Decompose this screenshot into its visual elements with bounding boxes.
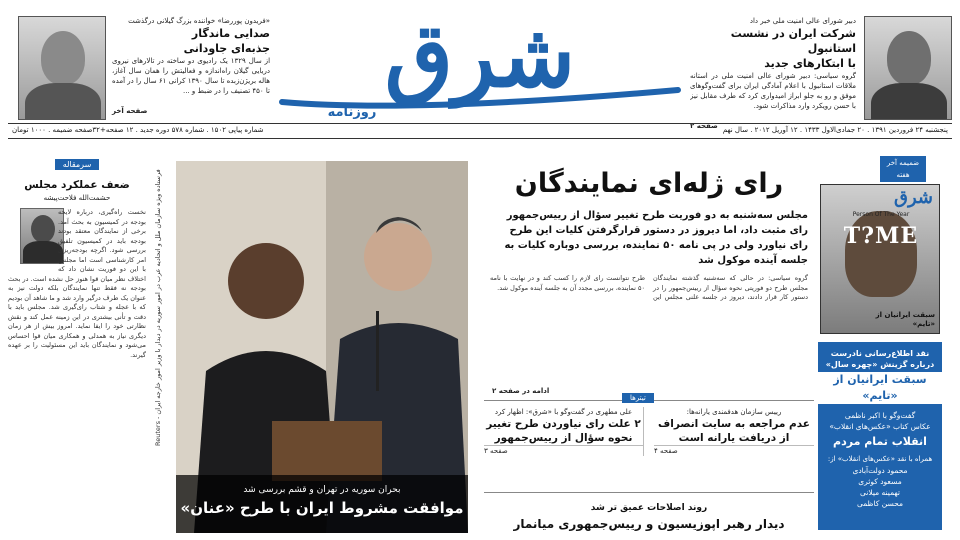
story-title-2: جذبه‌ای جاودانی — [183, 42, 270, 55]
supplement-title: سبقت ایرانیان از «تایم» — [818, 372, 942, 404]
sub-kicker: رییس سازمان هدفمندی یارانه‌ها: — [686, 408, 782, 416]
story-photo — [864, 16, 952, 120]
caption-kicker: بحران سوریه در تهران و قشم بررسی شد — [243, 485, 401, 495]
sub-story-right[interactable] — [654, 407, 814, 456]
editorial-body: نخست راه‌گیری، درباره لایحه بودجه در کمیسیون به بحث آمد. برخی از نمایندگان معتقد بودند بودجه باید در کمیسیون تلفیق بررسی شود. اگرچه بودجه‌ریزی امر کارشناسی است اما مجلس با این دو فوریت نشان داد که اختلاف نظر میان قوا هنوز حل نشده است. در بحث بودجه نه فقط تنها نمایندگان بلکه دولت نیز به عنوان یک طرف درگیر وارد شد و ما شاهد آن بودیم که با عجله و شتاب رای‌گیری شد. مجلس باید با دقت و تأنی بیشتری در این زمینه عمل کند و نقش نظارتی خود را ایفا نماید. امروز بیش از هر زمان دیگری نیاز به همدلی و همکاری میان قوا احساس می‌شود و نمایندگان باید این مسئولیت را بر عهده گیرند. — [8, 208, 146, 359]
bottom-story[interactable] — [484, 492, 814, 533]
sub-page[interactable]: صفحه ۳ — [484, 445, 643, 456]
main-lead: مجلس سه‌شنبه به دو فوریت طرح تغییر سؤال از رییس‌جمهور رای مثبت داد، اما دیروز در دستور قرارگرفتن کلیات این طرح رای نیاورد ولی در پی نامه ۵۰ نماینده، بررسی دوباره کلیات به جلسه آینده موکول شد — [504, 210, 808, 266]
photo-credit: فرستاده ویژه سازمان ملل و اتحادیه عرب در امور سوریه در دیدار با وزیر امور خارجه ایران - Reuters — [154, 169, 162, 446]
story-title: صدایی ماندگار — [191, 27, 270, 40]
story-title: شرکت ایران در نشست استانبول — [730, 27, 856, 55]
dateline-bar — [8, 123, 952, 139]
story-text: از سال ۱۳۲۹ یک رادیوی دو ساخته در تالارهای نیروی دریایی گیلان راه‌اندازه و فعالیتش را همان سال آغاز، هاله بریژن‌زبده تا سال ۱۳۹۰ کرانی ۶۱ سال را در آمده تا ۴۵۰ تصنیف را در ضبط و ... — [112, 57, 270, 95]
sub-headlines — [484, 394, 814, 462]
cover-note: سبقت ایرانیان از «تایم» — [875, 311, 935, 328]
cover-logo: شرق — [894, 187, 933, 208]
main-headline[interactable]: رای ژله‌ای نمایندگان — [514, 168, 784, 199]
supplement-line-3: همراه با نقد «عکس‌های انقلاب» از: — [827, 455, 933, 463]
supplement-summary[interactable] — [818, 342, 942, 530]
story-photo — [18, 16, 106, 120]
supplement-cover[interactable] — [820, 184, 940, 334]
logo-subtitle: روزنامه — [327, 105, 377, 120]
photo-caption — [176, 475, 468, 533]
sub-title: عدم مراجعه به سایت انصراف از دریافت یارانه است — [658, 418, 810, 444]
main-story[interactable] — [484, 150, 814, 535]
logo-text: شرق — [384, 4, 576, 107]
sub-page[interactable]: صفحه ۴ — [654, 445, 814, 456]
story-text: گروه سیاسی: دبیر شورای عالی امنیت ملی در استانه ملاقات استانبول با اعلام آمادگی ایران برای گفت‌وگوهای موفق و رو به جلو ابراز امیدواری کرد که طرف مقابل نیز با حسن رویکرد وارد مذاکرات شود. — [690, 72, 856, 110]
sub-title: ۲ علت رای نیاوردن طرح تغییر نحوه سؤال از رییس‌جمهور — [486, 418, 641, 444]
caption-title: موافقت مشروط ایران با طرح «عنان» — [180, 499, 464, 517]
masthead-left-story[interactable] — [8, 4, 270, 122]
dateline-issue: شماره پیاپی ۱۵۰۲ . شماره ۵۷۸ دوره جدید . ۱۲ صفحه+۳۲صفحه ضمیمه . ۱۰۰۰ تومان — [12, 126, 264, 134]
cover-word: T?ME — [843, 223, 919, 249]
supplement-line-2: عکاس کتاب «عکس‌های انقلاب» — [829, 422, 931, 431]
main-continued[interactable]: ادامه در صفحه ۲ — [492, 387, 550, 395]
bottom-kicker: روند اصلاحات عمیق تر شد — [590, 503, 708, 513]
newspaper-logo[interactable] — [272, 4, 688, 122]
editorial-column[interactable] — [8, 150, 146, 535]
main-body: گروه سیاسی: در حالی که سه‌شنبه گذشته نمایندگان مجلس طرح دو فوریتی نحوه سؤال از رییس‌جمهور را در دستور کار قرار دادند، دیروز در جلسه علنی مجلس این طرح نتوانست رای لازم را کسب کند و در نهایت با نامه ۵۰ نماینده، بررسی مجدد آن به جلسه آینده موکول شد. — [490, 274, 808, 301]
editorial-author: حشمت‌الله فلاحت‌پیشه — [43, 194, 111, 202]
supplement-name: محسن کاظمی — [856, 499, 904, 508]
sub-kicker: علی مطهری در گفت‌وگو با «شرق»: اظهار کرد — [494, 408, 633, 416]
supplement-line-1: گفت‌وگو با اکبر ناظمی — [844, 411, 916, 420]
lead-photo[interactable] — [176, 161, 468, 533]
story-title-2: با ابتکارهای جدید — [764, 57, 856, 70]
story-page-ref[interactable]: صفحه آخر — [112, 107, 148, 115]
logo-graphic — [272, 4, 688, 122]
editorial-title[interactable]: ضعف عملکرد مجلس — [24, 179, 130, 191]
supplement-name: تهمینه میلانی — [860, 488, 900, 497]
weekend-supplement[interactable] — [814, 156, 944, 534]
supplement-tag: ضمیمه آخر هفته — [880, 156, 926, 182]
sub-label: تیترها — [622, 393, 654, 403]
story-kicker: «فریدون پوررضا» خواننده بزرگ گیلانی درگذشت — [128, 17, 270, 25]
cover-person: Person Of The Year — [852, 211, 910, 218]
story-kicker: دبیر شورای عالی امنیت ملی خبر داد — [749, 17, 856, 25]
supplement-name: مسعود کوثری — [858, 477, 902, 486]
editorial-tag: سرمقاله — [55, 159, 100, 170]
bottom-title: دیدار رهبر اپوزیسیون و رییس‌جمهوری میانمار — [513, 517, 785, 531]
sub-story-left[interactable] — [484, 407, 644, 456]
story-page-ref[interactable]: صفحه ۲ — [690, 122, 718, 130]
photo-credit-strip — [152, 161, 170, 533]
supplement-title-2: انقلاب تمام مردم — [833, 435, 927, 448]
supplement-kicker: نقد اطلاع‌رسانی نادرست درباره گزینش «چهره سال» — [825, 349, 935, 369]
dateline-date: پنجشنبه ۲۴ فروردین ۱۳۹۱ . ۲۰ جمادی‌الاول ۱۴۳۳ . ۱۲ آوریل ۲۰۱۲ . سال نهم — [722, 126, 948, 134]
supplement-name: محمود دولت‌آبادی — [852, 466, 908, 475]
